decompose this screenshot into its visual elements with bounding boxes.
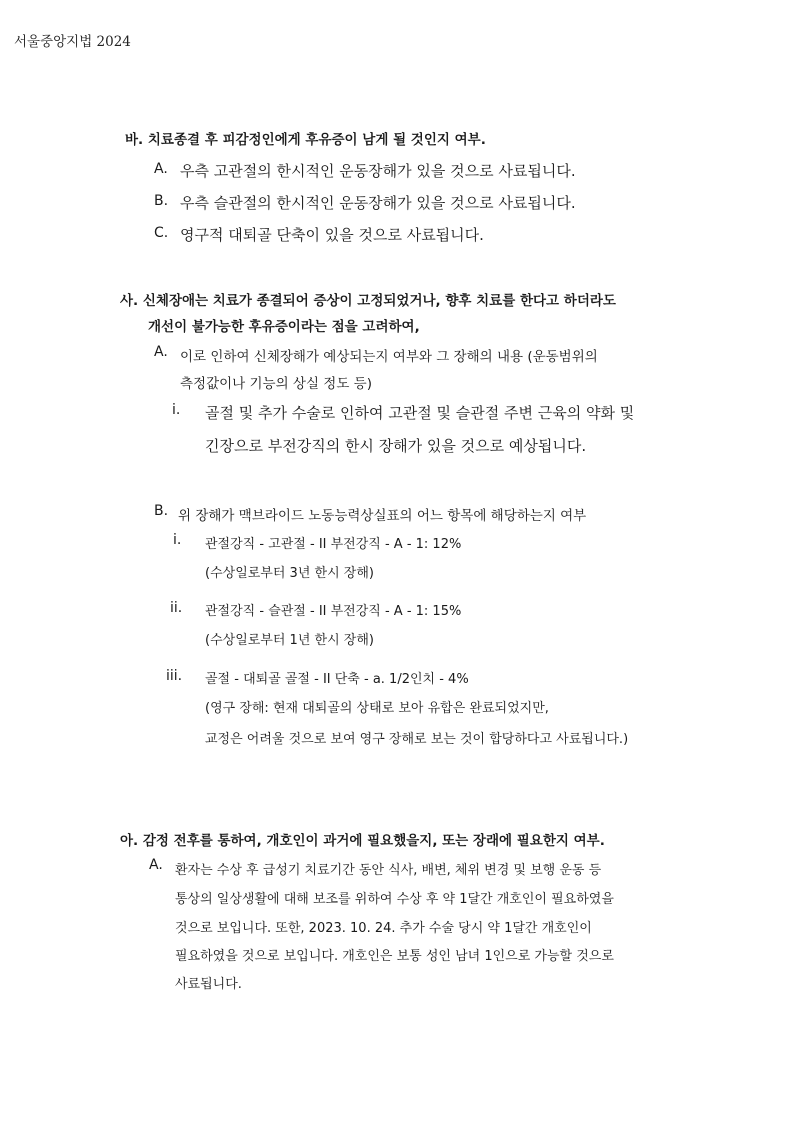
paragraph-line: 환자는 수상 후 급성기 치료기간 동안 식사, 배변, 체위 변경 및 보행 운동 등 bbox=[175, 863, 602, 878]
list-item: 영구적 대퇴골 단축이 있을 것으로 사료됩니다. bbox=[180, 226, 484, 244]
sub-list-item: 관절강직 - 슬관절 - II 부전강직 - A - 1: 15% bbox=[205, 604, 462, 619]
item-marker: B. bbox=[154, 503, 169, 519]
list-item: 우측 슬관절의 한시적인 운동장해가 있을 것으로 사료됩니다. bbox=[180, 194, 576, 212]
sub-list-item-note: (수상일로부터 1년 한시 장해) bbox=[205, 633, 374, 648]
sub-list-item: 골절 및 추가 수술로 인하여 고관절 및 슬관절 주변 근육의 약화 및 bbox=[205, 404, 635, 422]
sub-item-marker: i. bbox=[173, 532, 182, 548]
item-marker: A. bbox=[154, 161, 168, 177]
court-stamp: 서울중앙지법 2024 bbox=[14, 34, 131, 50]
section-ba-heading: 바. 치료종결 후 피감정인에게 후유증이 남게 될 것인지 여부. bbox=[125, 132, 486, 148]
list-item-cont: 측정값이나 기능의 상실 정도 등) bbox=[180, 376, 372, 392]
sub-item-marker: ii. bbox=[170, 600, 183, 616]
paragraph-line: 필요하였을 것으로 보입니다. 개호인은 보통 성인 남녀 1인으로 가능할 것으로 bbox=[175, 949, 614, 964]
sub-list-item: 골절 - 대퇴골 골절 - II 단축 - a. 1/2인치 - 4% bbox=[205, 672, 469, 687]
paragraph-line: 것으로 보입니다. 또한, 2023. 10. 24. 추가 수술 당시 약 1달간 개호인이 bbox=[175, 921, 592, 936]
item-marker: A. bbox=[149, 857, 163, 873]
item-marker: C. bbox=[154, 225, 169, 241]
sub-list-item: 관절강직 - 고관절 - II 부전강직 - A - 1: 12% bbox=[205, 537, 462, 552]
paragraph-line: 통상의 일상생활에 대해 보조를 위하여 수상 후 약 1달간 개호인이 필요하였을 bbox=[175, 892, 614, 907]
item-marker: A. bbox=[154, 344, 168, 360]
list-item: 우측 고관절의 한시적인 운동장해가 있을 것으로 사료됩니다. bbox=[180, 162, 576, 180]
list-item: 위 장해가 맥브라이드 노동능력상실표의 어느 항목에 해당하는지 여부 bbox=[178, 508, 587, 524]
section-a-heading: 아. 감정 전후를 통하여, 개호인이 과거에 필요했을지, 또는 장래에 필요한지 여부. bbox=[120, 833, 605, 849]
sub-list-item-note: (영구 장해: 현재 대퇴골의 상태로 보아 유합은 완료되었지만, bbox=[205, 701, 549, 716]
sub-list-item-cont: 긴장으로 부전강직의 한시 장해가 있을 것으로 예상됩니다. bbox=[205, 437, 587, 455]
sub-list-item-note: (수상일로부터 3년 한시 장해) bbox=[205, 566, 374, 581]
sub-list-item-note: 교정은 어려울 것으로 보여 영구 장해로 보는 것이 합당하다고 사료됩니다.) bbox=[205, 732, 629, 747]
sub-item-marker: iii. bbox=[166, 668, 183, 684]
item-marker: B. bbox=[154, 193, 169, 209]
list-item: 이로 인하여 신체장해가 예상되는지 여부와 그 장해의 내용 (운동범위의 bbox=[180, 349, 598, 365]
section-sa-heading: 사. 신체장애는 치료가 종결되어 증상이 고정되었거나, 향후 치료를 한다고 하더라도 bbox=[120, 293, 616, 309]
section-sa-heading-cont: 개선이 불가능한 후유증이라는 점을 고려하여, bbox=[148, 319, 420, 335]
sub-item-marker: i. bbox=[172, 402, 181, 418]
paragraph-line: 사료됩니다. bbox=[175, 977, 242, 992]
